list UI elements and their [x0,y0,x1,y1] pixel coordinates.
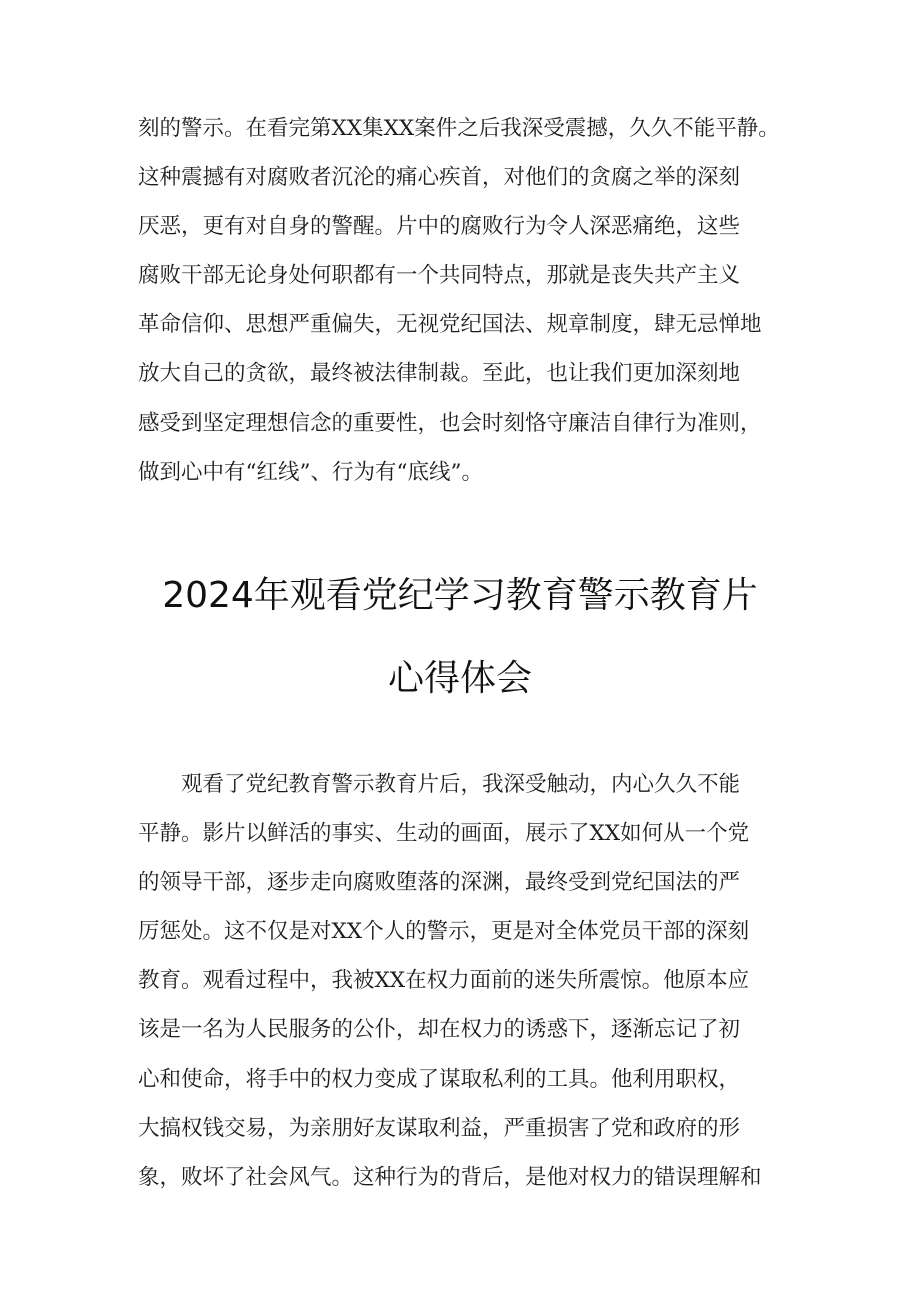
text-line: 大搞权钱交易，为亲朋好友谋取利益，严重损害了党和政府的形 [138,1115,741,1141]
text-line: 腐败干部无论身处何职都有一个共同特点，那就是丧失共产主义 [138,263,741,289]
intro-paragraph [138,104,798,497]
text-line: 革命信仰、思想严重偏失，无视党纪国法、规章制度，肆无忌惮地 [138,312,762,338]
text-line: 象，败坏了社会风气。这种行为的背后，是他对权力的错误理解和 [138,1164,762,1190]
text-line: 厌恶，更有对自身的警醒。片中的腐败行为令人深恶痛绝，这些 [138,214,741,240]
text-line: 的领导干部，逐步走向腐败堕落的深渊，最终受到党纪国法的严 [138,870,741,896]
text-line: 感受到坚定理想信念的重要性，也会时刻恪守廉洁自律行为准则， [138,410,762,436]
text-line: 心和使命，将手中的权力变成了谋取私利的工具。他利用职权， [138,1066,741,1092]
text-line: 平静。影片以鲜活的事实、生动的画面，展示了XX如何从一个党 [138,821,750,847]
body-paragraph [138,760,798,1202]
text-line: 厉惩处。这不仅是对XX个人的警示，更是对全体党员干部的深刻 [138,919,750,945]
text-line: 这种震撼有对腐败者沉沦的痛心疾首，对他们的贪腐之举的深刻 [138,165,741,191]
text-line: 刻的警示。在看完第XX集XX案件之后我深受震撼，久久不能平静。 [138,116,780,141]
text-line: 放大自己的贪欲，最终被法律制裁。至此，也让我们更加深刻地 [138,361,741,387]
text-line: 观看了党纪教育警示教育片后，我深受触动，内心久久不能 [138,772,741,797]
text-line: 做到心中有“红线”、行为有“底线”。 [138,459,483,485]
document-title-line-2: 心得体会 [387,658,532,699]
text-line: 教育。观看过程中，我被XX在权力面前的迷失所震惊。他原本应 [138,968,750,994]
document-title-line-1: 2024年观看党纪学习教育警示教育片 [162,575,758,616]
text-line: 该是一名为人民服务的公仆，却在权力的诱惑下，逐渐忘记了初 [138,1017,741,1043]
